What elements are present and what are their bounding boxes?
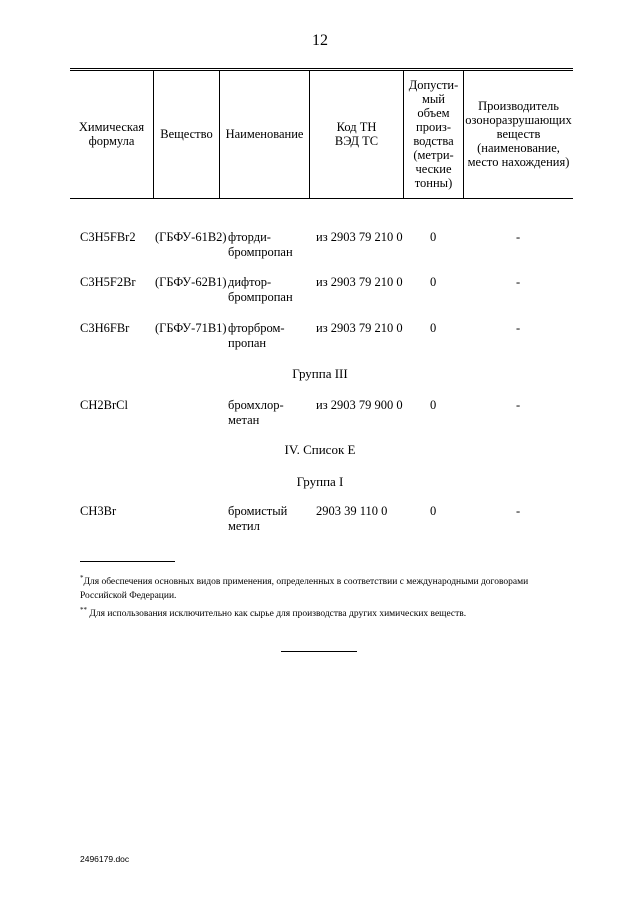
footnote-2 — [80, 603, 560, 621]
row2-producer: - — [516, 275, 521, 289]
row1-formula: C3H5FBr2 — [80, 230, 136, 244]
row4-name: бромхлор- метан — [228, 398, 284, 427]
list-e-heading: IV. Список Е — [284, 442, 356, 457]
header-allowed-volume: Допусти-мый объем произ-водства (метри-ческие тонны) — [408, 78, 459, 190]
header-producer: Производитель озоноразрушающих веществ (наименование, место нахождения) — [465, 99, 572, 169]
header-chemical-formula: Химическая формула — [78, 120, 145, 148]
header-name: Наименование — [225, 127, 304, 141]
row5-producer: - — [516, 504, 521, 518]
table-header-bottom-rule — [70, 198, 573, 199]
page-number: 12 — [312, 32, 328, 49]
row2-volume: 0 — [430, 275, 437, 289]
footnote-2-mark: ** — [80, 606, 87, 615]
document-filename: 2496179.doc — [80, 854, 130, 864]
header-substance: Вещество — [160, 127, 213, 141]
row1-substance: (ГБФУ-61В2) — [155, 230, 227, 244]
row1-volume: 0 — [430, 230, 437, 244]
row2-substance: (ГБФУ-62В1) — [155, 275, 227, 289]
header-code: Код ТН ВЭД ТС — [334, 120, 379, 148]
row1-name: фторди- бромпропан — [228, 230, 293, 259]
footnote-2-text: Для использования исключительно как сырье для производства других химических веществ. — [89, 609, 467, 620]
row5-name: бромистый метил — [228, 504, 288, 533]
row2-code: из 2903 79 210 0 — [316, 275, 403, 289]
row5-code: 2903 39 110 0 — [316, 504, 388, 518]
end-of-document-rule — [281, 651, 357, 652]
row3-code: из 2903 79 210 0 — [316, 321, 403, 335]
footnote-separator — [80, 561, 175, 562]
row3-producer: - — [516, 321, 521, 335]
row5-formula: CH3Br — [80, 504, 117, 518]
group-3-heading: Группа III — [292, 366, 348, 381]
row2-name: дифтор- бромпропан — [228, 275, 293, 304]
footnotes — [80, 571, 560, 621]
row2-formula: C3H5F2Br — [80, 275, 136, 289]
footnote-1 — [80, 571, 560, 603]
row3-formula: C3H6FBr — [80, 321, 130, 335]
row3-name: фторбром- пропан — [228, 321, 285, 350]
row3-substance: (ГБФУ-71В1) — [155, 321, 227, 335]
row1-code: из 2903 79 210 0 — [316, 230, 403, 244]
row4-formula: CH2BrCl — [80, 398, 128, 412]
row4-volume: 0 — [430, 398, 437, 412]
row1-producer: - — [516, 230, 521, 244]
row4-code: из 2903 79 900 0 — [316, 398, 403, 412]
row5-volume: 0 — [430, 504, 437, 518]
footnote-1-mark: * — [80, 574, 84, 582]
row3-volume: 0 — [430, 321, 437, 335]
group-1-heading: Группа I — [296, 474, 344, 489]
row4-producer: - — [516, 398, 521, 412]
footnote-1-text: Для обеспечения основных видов применения, определенных в соответствии с международными договорами Российской Федерации. — [80, 577, 529, 602]
